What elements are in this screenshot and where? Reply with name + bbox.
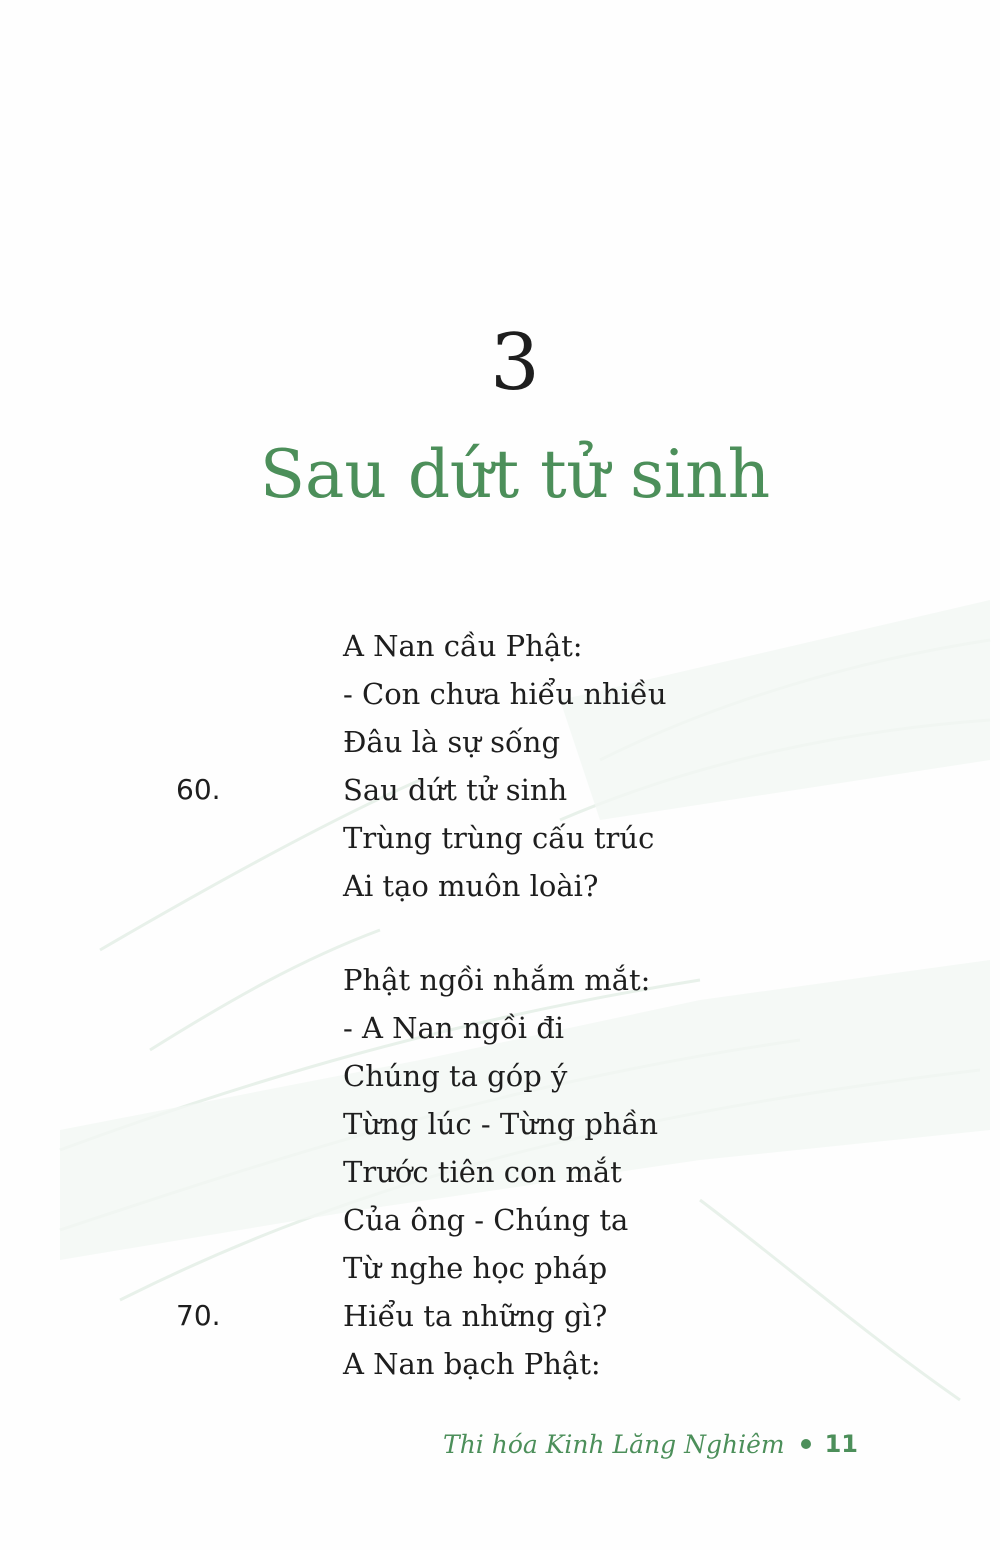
poem-line: Sau dứt tử sinh: [343, 773, 568, 807]
line-number-70: 70.: [176, 1299, 221, 1332]
line-number-60: 60.: [176, 773, 221, 806]
bullet-separator-icon: [801, 1439, 811, 1449]
poem-line: Phật ngồi nhắm mắt:: [343, 963, 651, 997]
poem-stanza-2: [343, 956, 658, 1388]
chapter-number: 3: [490, 318, 540, 408]
poem-line: Từng lúc - Từng phần: [343, 1107, 659, 1141]
chapter-title: Sau dứt tử sinh: [259, 436, 771, 513]
poem-line: Trùng trùng cấu trúc: [343, 821, 655, 855]
poem-stanza-1: [343, 622, 667, 910]
poem-line: Đâu là sự sống: [343, 725, 561, 759]
poem-line: - Con chưa hiểu nhiều: [343, 677, 667, 711]
poem-line: Từ nghe học pháp: [343, 1251, 608, 1285]
poem-line: Hiểu ta những gì?: [343, 1299, 608, 1333]
page-number: 11: [824, 1430, 858, 1458]
poem-line: Trước tiên con mắt: [343, 1155, 622, 1189]
page-footer: [443, 1422, 858, 1466]
poem-line: Ai tạo muôn loài?: [343, 869, 599, 903]
poem-line: Của ông - Chúng ta: [343, 1203, 629, 1237]
poem-line: A Nan bạch Phật:: [343, 1347, 601, 1381]
poem-line: - A Nan ngồi đi: [343, 1011, 565, 1045]
poem-line: A Nan cầu Phật:: [343, 629, 583, 663]
running-footer-book-title: Thi hóa Kinh Lăng Nghiêm: [443, 1429, 785, 1459]
poem-line: Chúng ta góp ý: [343, 1059, 568, 1093]
